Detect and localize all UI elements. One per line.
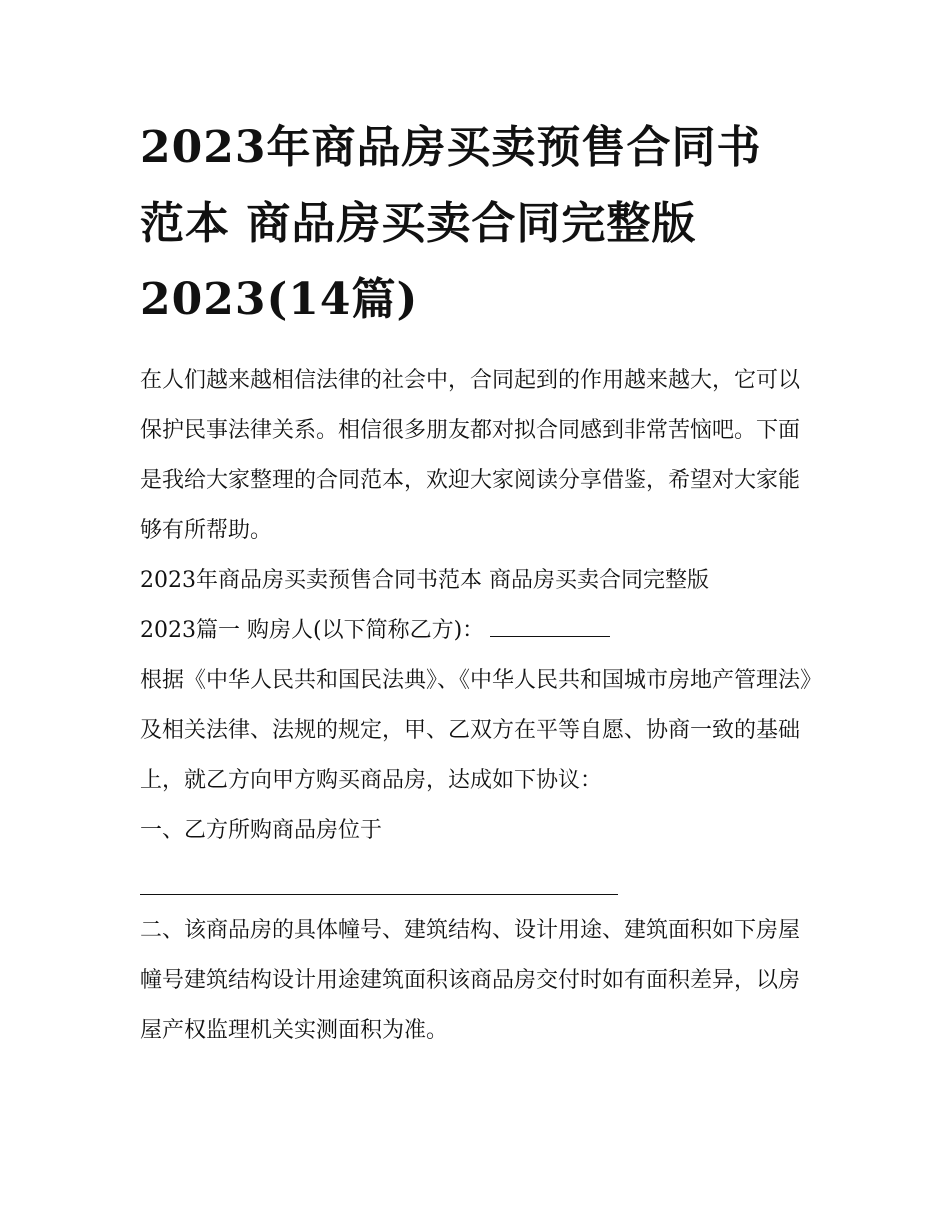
buyer-blank xyxy=(490,635,610,637)
clause-1: 一、乙方所购商品房位于 xyxy=(140,818,383,843)
location-blank xyxy=(140,893,618,895)
title-line-1: 2023年商品房买卖预售合同书 xyxy=(140,122,762,173)
subtitle-line-1: 2023年商品房买卖预售合同书范本 商品房买卖合同完整版 xyxy=(140,568,709,593)
title-line-3: 2023(14篇) xyxy=(140,274,419,325)
intro-paragraph: 在人们越来越相信法律的社会中，合同起到的作用越来越大，它可以保护民事法律关系。相信很多朋友都对拟合同感到非常苦恼吧。下面是我给大家整理的合同范本，欢迎大家阅读分享借鉴，希望对大家能够有所帮助。 xyxy=(140,368,801,543)
legal-basis-paragraph: 根据《中华人民共和国民法典》、《中华人民共和国城市房地产管理法》及相关法律、法规的规定，甲、乙双方在平等自愿、协商一致的基础上，就乙方向甲方购买商品房，达成如下协议： xyxy=(140,668,812,793)
document-page xyxy=(140,110,820,1056)
document-title xyxy=(140,110,820,338)
title-line-2: 范本 商品房买卖合同完整版 xyxy=(140,198,697,249)
buyer-label: 2023篇一 购房人(以下简称乙方)： xyxy=(140,618,485,643)
document-body xyxy=(140,356,820,1056)
clause-2: 二、该商品房的具体幢号、建筑结构、设计用途、建筑面积如下房屋幢号建筑结构设计用途建筑面积该商品房交付时如有面积差异，以房屋产权监理机关实测面积为准。 xyxy=(140,918,801,1043)
location-blank-row xyxy=(140,856,820,906)
buyer-line xyxy=(140,606,820,656)
